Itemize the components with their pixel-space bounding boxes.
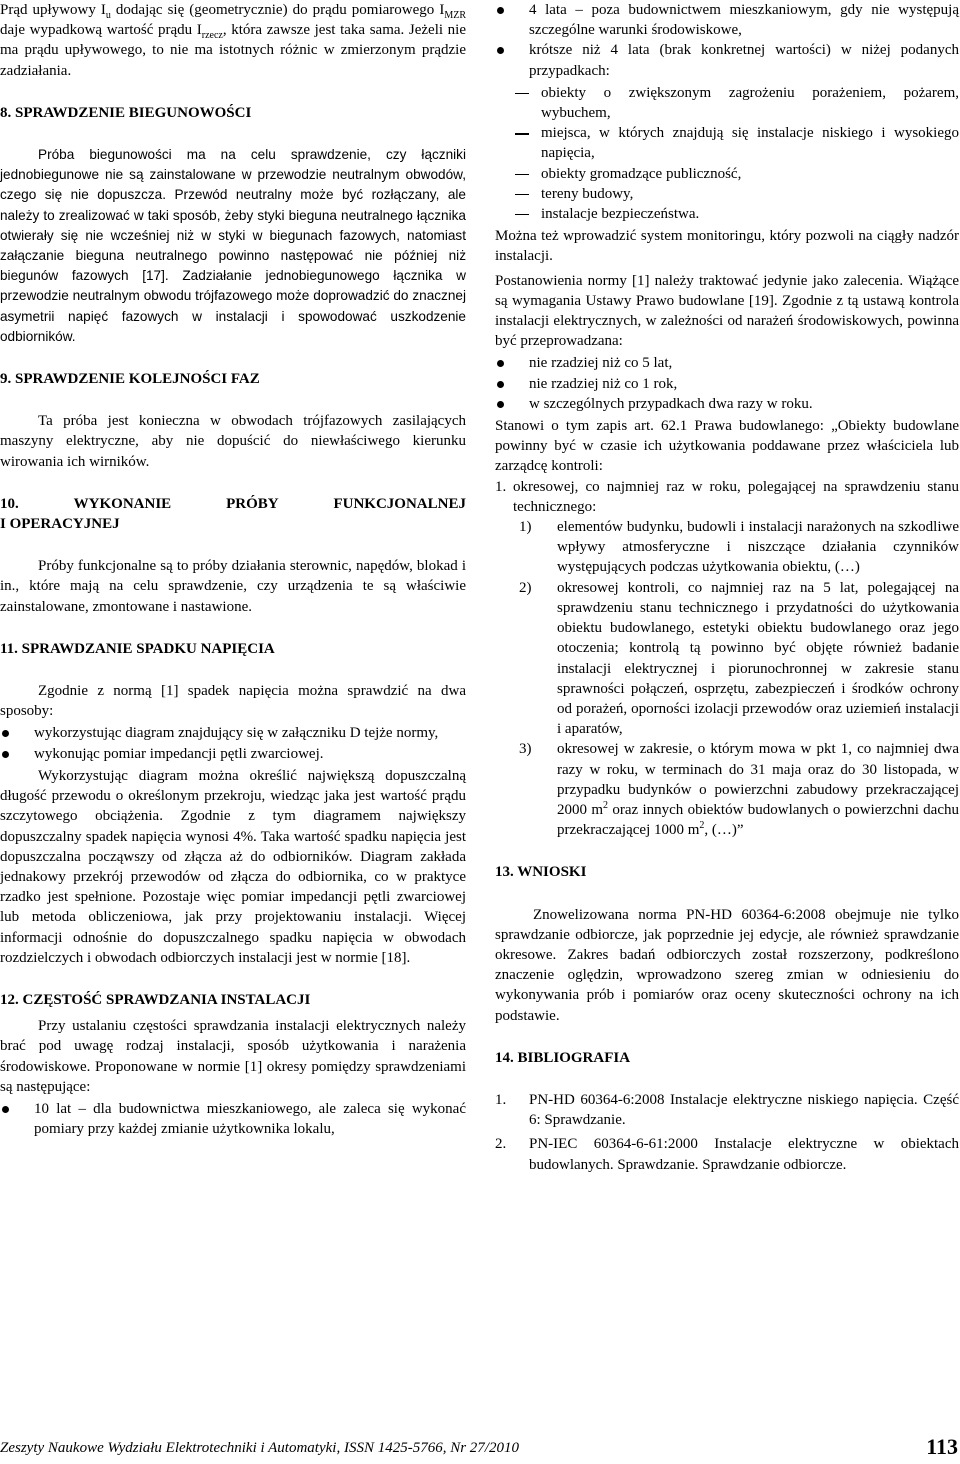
section-9-text: Ta próba jest konieczna w obwodach trójfazowych zasilających maszyny elektryczne, aby nie dopuścić do niewłaściwego kierunku wirowania ich wirników. (0, 413, 466, 470)
bibliography-item (495, 1134, 959, 1174)
section-10-word-1: WYKONANIE (73, 495, 172, 512)
section-11-text-1: Zgodnie z normą [1] spadek napięcia można sprawdzić na dwa sposoby: (0, 683, 466, 720)
item-text: PN-HD 60364-6:2008 Instalacje elektryczne niskiego napięcia. Część 6: Sprawdzanie. (529, 1091, 959, 1129)
list-item (519, 517, 959, 578)
list-item: 4 lata – poza budownictwem mieszkaniowym, gdy nie występują szczególne warunki środowiskowe, (495, 0, 959, 40)
list-item: krótsze niż 4 lata (brak konkretnej wartości) w niżej podanych przypadkach: (495, 40, 959, 80)
list-item: nie rzadziej niż co 5 lat, (495, 353, 959, 373)
list-item: obiekty o zwiększonym zagrożeniu porażeniem, pożarem, wybuchem, (515, 83, 959, 123)
bibliography-item (495, 1090, 959, 1130)
list-item: nie rzadziej niż co 1 rok, (495, 374, 959, 394)
norm-paragraph: Postanowienia normy [1] należy traktować jedynie jako zalecenia. Wiążące są wymagania Ustawy Prawo budowlane [19]. Zgodnie z tą ustawą kontrola instalacji elektrycznych, w zależności od narażeń środowiskowych, powinna być przeprowadzana: (495, 272, 959, 350)
section-8-heading: 8. SPRAWDZENIE BIEGUNOWOŚCI (0, 104, 252, 121)
section-9-heading: 9. SPRAWDZENIE KOLEJNOŚCI FAZ (0, 371, 260, 388)
item-number: 3) (519, 741, 532, 758)
section-13-heading: 13. WNIOSKI (495, 864, 587, 881)
section-14-heading: 14. BIBLIOGRAFIA (495, 1049, 631, 1066)
item-text: elementów budynku, budowli i instalacji narażonych na szkodliwe wpływy atmosferyczne i niszczące działania czynników występujących podczas użytkowania obiektu, (…) (557, 519, 959, 576)
list-item: miejsca, w których znajdują się instalacje niskiego i wysokiego napięcia, (515, 123, 959, 163)
item-number: 2. (495, 1136, 507, 1153)
section-10-text: Próby funkcjonalne są to próby działania sterownic, napędów, blokad i in., które mają na celu sprawdzenie, czy urządzenia te są właściwie zainstalowane, zmontowane i nastawione. (0, 558, 466, 615)
list-item: obiekty gromadzące publiczność, (515, 164, 959, 184)
inspection-frequency-list (495, 353, 959, 414)
right-column (495, 0, 959, 1179)
list-item: w szczególnych przypadkach dwa razy w roku. (495, 394, 959, 414)
item-text: okresowej w zakresie, o którym mowa w pkt 1, co najmniej dwa razy w roku, w terminach do 31 maja oraz do 30 listopada, w przypadku budynków o powierzchni zabudowy przekraczającej 2000 $m^2$ oraz innych obiektów budowlanych o powierzchni dachu przekraczającej 1000 $m^2$, (…)” (557, 741, 959, 839)
section-8-text: Próba biegunowości ma na celu sprawdzenie, czy łączniki jednobiegunowe nie są zainstalowane w przewodzie neutralnym obwodów, czego się nie dopuszcza. Przewód neutralny może być rozłączany, ale należy to zrealizować w taki sposób, żeby styki bieguna neutralnego łącznika otwierały się nie wcześniej niż w styki w biegunach fazowych, natomiast załączanie bieguna neutralnego powinno następować nie później niż biegunów fazowych [17]. Zadziałanie jednobiegunowego łącznika w przewodzie neutralnym obwodu trójfazowego może doprowadzić do znacznej asymetrii napięć fazowych w instalacji i spowodować uszkodzenie odbiorników. (0, 147, 466, 344)
section-11-bullets (0, 723, 466, 763)
list-item (519, 578, 959, 740)
article-items (495, 477, 959, 841)
section-12-bullets (0, 1099, 466, 1139)
article-paragraph: Stanowi o tym zapis art. 62.1 Prawa budowlanego: „Obiekty budowlane powinny być w czasie ich użytkowania poddawane przez właściciela lub zarządcę kontroli: (495, 418, 959, 475)
section-10-word-3: FUNKCJONALNEJ (333, 495, 466, 512)
frequency-bullets-top (495, 0, 959, 81)
section-10-heading-line2: I OPERACYJNEJ (0, 516, 120, 533)
journal-citation: Zeszyty Naukowe Wydziału Elektrotechniki i Automatyki, ISSN 1425-5766, Nr 27/2010 (0, 1440, 519, 1456)
list-item (519, 739, 959, 840)
section-10-heading (0, 494, 466, 534)
list-item: instalacje bezpieczeństwa. (515, 204, 959, 224)
section-11-heading: 11. SPRAWDZANIE SPADKU NAPIĘCIA (0, 640, 275, 657)
left-column (0, 0, 466, 1141)
item-number: 2) (519, 579, 532, 596)
sub-items (513, 517, 959, 840)
item-text: okresowej, co najmniej raz w roku, polegającej na sprawdzeniu stanu technicznego: (513, 478, 959, 515)
item-text: PN-IEC 60364-6-61:2000 Instalacje elektryczne w obiektach budowlanych. Sprawdzanie. Sprawdzanie odbiorcze. (529, 1136, 959, 1173)
section-12-heading: 12. CZĘSTOŚĆ SPRAWDZANIA INSTALACJI (0, 991, 311, 1008)
item-text: okresowej kontroli, co najmniej raz na 5 lat, polegającej na sprawdzeniu stanu technicznego i przydatności do użytkowania obiektu budowlanego, estetyki obiektu budowlanego oraz jego otoczenia; kontrolą tą powinno być objęte również badanie instalacji elektrycznej i piorunochronnej w zakresie stanu sprawności połączeń, osprzętu, zabezpieczeń i środków ochrony od porażeń, oporności izolacji przewodów oraz uziemień instalacji i aparatów, (557, 579, 959, 738)
section-11-text-2: Wykorzystując diagram można określić największą dopuszczalną długość przewodu o określonym przekroju, wiedząc jaka jest wartość prądu szczytowego obciążenia. Zgodnie z tym diagramem największy dopuszczalny spadek napięcia wynosi 4%. Taka wartość spadku napięcia jest dopuszczalna począwszy od złącza aż do odbiorników. Diagram zakłada jednakowy przekrój przewodów od złącza do odbiornika, co w praktyce rzadko jest spełnione. Pozostaje więc pomiar impedancji pętli zwarciowej lub metoda obliczeniowa, jak przy projektowaniu instalacji. Więcej informacji odnośnie do dopuszczalnego spadku napięcia w obwodach rozdzielczych i obwodach odbiorczych instalacji jest w normie [18]. (0, 767, 466, 966)
list-item: wykonując pomiar impedancji pętli zwarciowej. (0, 744, 466, 764)
item-number: 1. (495, 1091, 507, 1108)
section-10-word-2: PRÓBY (226, 495, 279, 512)
list-item: tereny budowy, (515, 184, 959, 204)
page-footer (0, 1436, 960, 1462)
section-12-text: Przy ustalaniu częstości sprawdzania instalacji elektrycznych należy brać pod uwagę rodzaj instalacji, sposób użytkowania i narażenia środowiskowe. Proponowane w normie [1] okresy pomiędzy sprawdzeniami są następujące: (0, 1018, 466, 1095)
list-item: wykorzystując diagram znajdujący się w załączniku D tejże normy, (0, 723, 466, 743)
page-number: 113 (926, 1434, 958, 1459)
section-13-text: Znowelizowana norma PN-HD 60364-6:2008 obejmuje nie tylko sprawdzanie odbiorcze, jak poprzednie jej edycje, ale również sprawdzanie okresowe. Zakres badań odbiorczych został rozszerzony, podkreślono znaczenie oględzin, wprowadzono szereg zmian w odniesieniu do wykonywania prób i pomiarów oraz oceny skuteczności ochrony na ich podstawie. (495, 906, 959, 1024)
item-number: 1. (495, 478, 507, 495)
section-10-number: 10. (0, 495, 19, 512)
list-item (495, 477, 959, 841)
high-risk-objects-list (495, 83, 959, 224)
list-item: 10 lat – dla budownictwa mieszkaniowego, ale zaleca się wykonać pomiary przy każdej zmianie użytkownika lokalu, (0, 1099, 466, 1139)
intro-paragraph: Prąd upływowy $I_u$ dodając się (geometrycznie) do prądu pomiarowego $I_{MZR}$ daje wypadkową wartość prądu $I_{rzecz}$, która zawsze jest taka sama. Jeżeli nie ma prądu upływowego, to nie ma istotnych różnic w zmierzonym prądzie zadziałania. (0, 2, 466, 79)
monitoring-paragraph: Można też wprowadzić system monitoringu, który pozwoli na ciągły nadzór instalacji. (495, 228, 959, 265)
item-number: 1) (519, 519, 532, 536)
bibliography-list (495, 1090, 959, 1175)
